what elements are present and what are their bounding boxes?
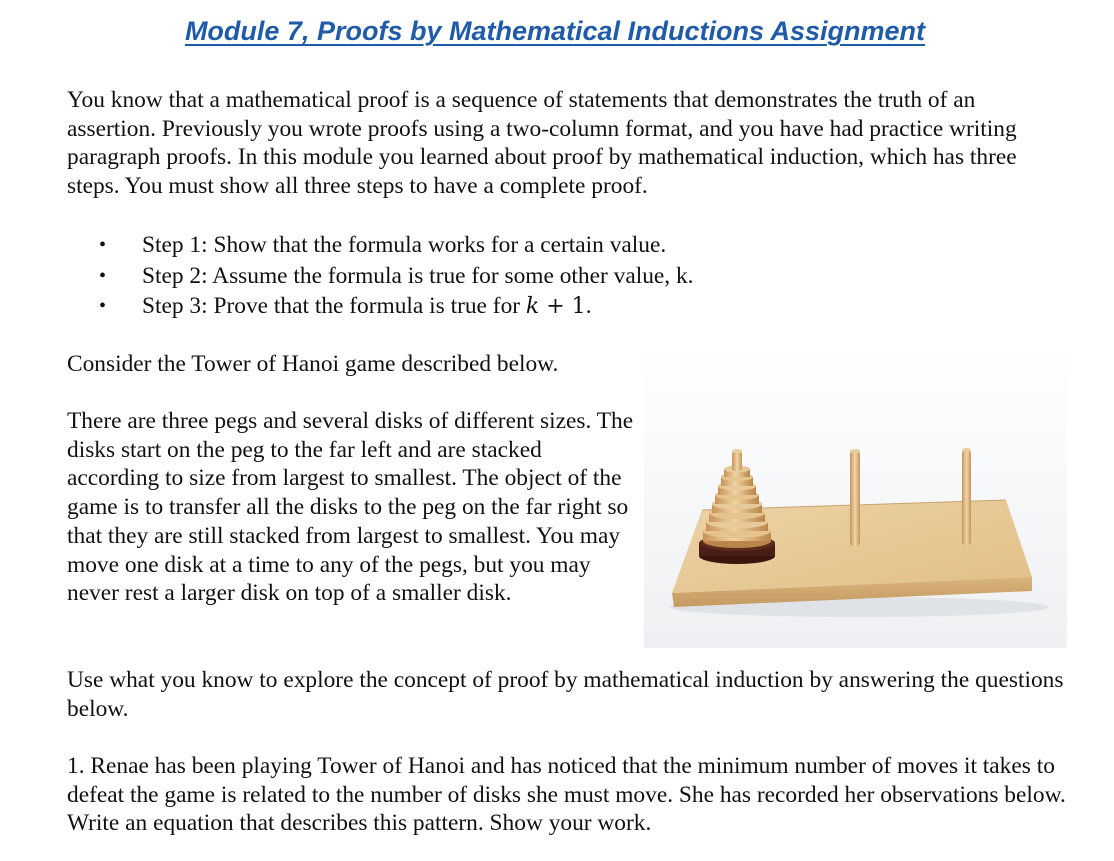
step-3-item (67, 291, 694, 323)
step-3-period: . (585, 293, 592, 319)
use-paragraph: Use what you know to explore the concept of proof by mathematical induction by answering the questions below. (67, 667, 1064, 722)
consider-paragraph: Consider the Tower of Hanoi game described below. (67, 351, 559, 377)
step-1-item (67, 230, 694, 261)
step-2-item (67, 261, 694, 292)
step-2-text: Step 2: Assume the formula is true for some other value, k. (142, 262, 694, 289)
math-plus-one: + 1 (539, 294, 586, 319)
tower-of-hanoi-photo (644, 345, 1067, 648)
step-3-text: Step 3: Prove that the formula is true for (142, 293, 526, 319)
bullet-icon: • (99, 264, 107, 287)
intro-paragraph: You know that a mathematical proof is a sequence of statements that demonstrates the truth of an assertion. Previously you wrote proofs using a two-column format, and you have had practice writing paragraph proofs. In this module you learned about proof by mathematical induction, which has three steps. You must show all three steps to have a complete proof. (67, 87, 1017, 200)
question-1: 1. Renae has been playing Tower of Hanoi and has noticed that the minimum number of moves it takes to defeat the game is related to the number of disks she must move. She has recorded her observations below. Write an equation that describes this pattern. Show your work. (67, 753, 1066, 837)
step-1-text: Step 1: Show that the formula works for a certain value. (142, 232, 667, 258)
bullet-icon: • (99, 234, 107, 256)
bullet-icon: • (99, 295, 107, 317)
math-variable-k: k (525, 294, 540, 319)
page-title: Module 7, Proofs by Mathematical Inductions Assignment (184, 16, 926, 46)
game-description-paragraph: There are three pegs and several disks of different sizes. The disks start on the peg to the far left and are stacked according to size from largest to smallest. The object of the game is to transfer all the disks to the peg on the far right so that they are still stacked from largest to smallest. You may move one disk at a time to any of the pegs, but you may never rest a larger disk on top of a smaller disk. (67, 408, 634, 607)
induction-steps-list (67, 230, 694, 323)
